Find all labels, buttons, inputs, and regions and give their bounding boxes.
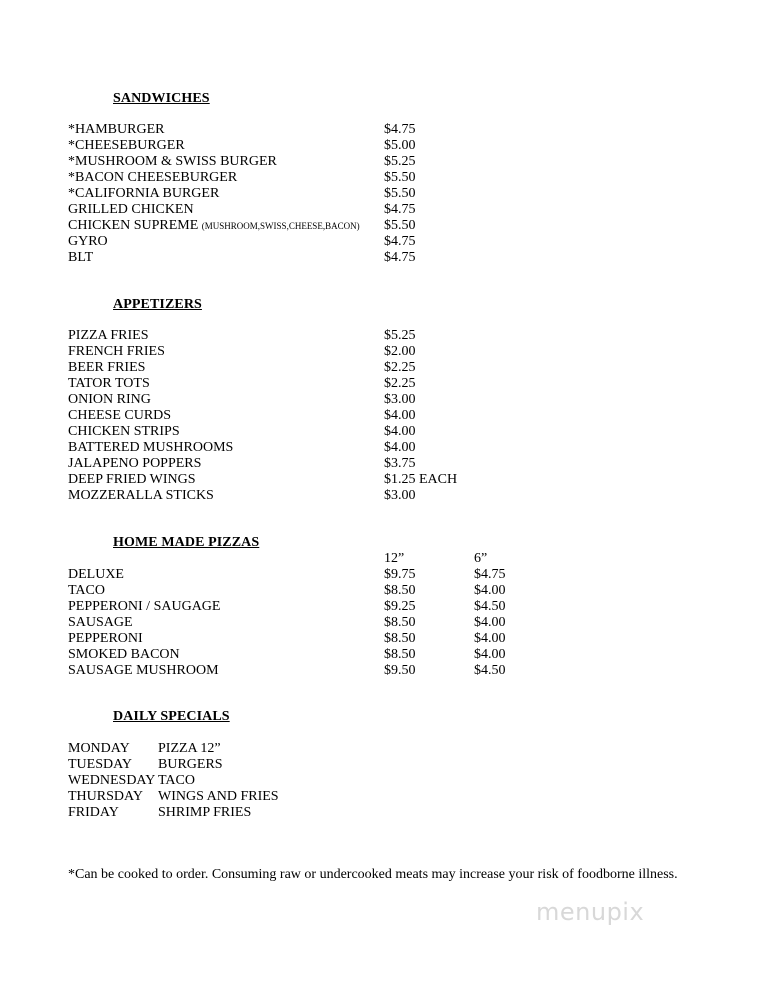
price-large: $9.25 bbox=[384, 599, 416, 614]
item-name: FRENCH FRIES bbox=[68, 344, 165, 359]
item-name: BEER FRIES bbox=[68, 360, 146, 375]
special-name: PIZZA 12” bbox=[158, 741, 221, 756]
size-small-label: 6” bbox=[474, 551, 488, 566]
item-name: TACO bbox=[68, 583, 105, 598]
item-name: ONION RING bbox=[68, 392, 151, 407]
item-price: $5.50 bbox=[384, 186, 416, 201]
special-name: TACO bbox=[158, 773, 195, 788]
item-price: $4.75 bbox=[384, 122, 416, 137]
item-price: $4.00 bbox=[384, 408, 416, 423]
item-name: GRILLED CHICKEN bbox=[68, 202, 194, 217]
watermark-logo: menupix bbox=[536, 898, 645, 926]
special-day: TUESDAY bbox=[68, 757, 133, 772]
appetizers-heading: APPETIZERS bbox=[113, 297, 202, 312]
item-note: (MUSHROOM,SWISS,CHEESE,BACON) bbox=[201, 221, 360, 231]
item-name: CHICKEN STRIPS bbox=[68, 424, 180, 439]
item-price: $5.50 bbox=[384, 218, 416, 233]
item-name: CHICKEN SUPREME bbox=[68, 218, 199, 233]
item-name: JALAPENO POPPERS bbox=[68, 456, 202, 471]
item-price: $5.00 bbox=[384, 138, 416, 153]
special-day: WEDNESDAY bbox=[68, 773, 156, 788]
item-price: $4.00 bbox=[384, 440, 416, 455]
item-price: $4.75 bbox=[384, 234, 416, 249]
price-small: $4.50 bbox=[474, 663, 506, 678]
item-name: CHEESE CURDS bbox=[68, 408, 172, 423]
item-price: $3.00 bbox=[384, 392, 416, 407]
item-name: GYRO bbox=[68, 234, 108, 249]
item-price: $2.00 bbox=[384, 344, 416, 359]
special-name: SHRIMP FRIES bbox=[158, 805, 252, 820]
food-safety-footnote: *Can be cooked to order. Consuming raw or undercooked meats may increase your risk of foodborne illness. bbox=[68, 867, 678, 882]
item-price: $2.25 bbox=[384, 360, 416, 375]
item-price: $5.25 bbox=[384, 154, 416, 169]
item-name: PEPPERONI / SAUGAGE bbox=[68, 599, 221, 614]
item-name: TATOR TOTS bbox=[68, 376, 150, 391]
price-large: $9.75 bbox=[384, 567, 416, 582]
special-name: BURGERS bbox=[158, 757, 223, 772]
price-large: $8.50 bbox=[384, 647, 416, 662]
price-large: $8.50 bbox=[384, 615, 416, 630]
price-small: $4.00 bbox=[474, 647, 506, 662]
specials-heading: DAILY SPECIALS bbox=[113, 709, 230, 724]
item-name: *BACON CHEESEBURGER bbox=[68, 170, 238, 185]
item-name: PIZZA FRIES bbox=[68, 328, 149, 343]
item-name: BATTERED MUSHROOMS bbox=[68, 440, 234, 455]
item-price: $4.00 bbox=[384, 424, 416, 439]
item-name: MOZZERALLA STICKS bbox=[68, 488, 214, 503]
item-name: DEEP FRIED WINGS bbox=[68, 472, 196, 487]
item-price: $2.25 bbox=[384, 376, 416, 391]
item-name: BLT bbox=[68, 250, 94, 265]
price-small: $4.00 bbox=[474, 631, 506, 646]
special-day: THURSDAY bbox=[68, 789, 143, 804]
item-price: $4.75 bbox=[384, 250, 416, 265]
item-name: SAUSAGE bbox=[68, 615, 133, 630]
item-price: $3.75 bbox=[384, 456, 416, 471]
item-name: PEPPERONI bbox=[68, 631, 143, 646]
item-name: DELUXE bbox=[68, 567, 124, 582]
special-day: FRIDAY bbox=[68, 805, 119, 820]
special-name: WINGS AND FRIES bbox=[158, 789, 279, 804]
item-price: $5.25 bbox=[384, 328, 416, 343]
item-name: *MUSHROOM & SWISS BURGER bbox=[68, 154, 277, 169]
price-large: $8.50 bbox=[384, 583, 416, 598]
sandwiches-heading: SANDWICHES bbox=[113, 91, 210, 106]
special-day: MONDAY bbox=[68, 741, 130, 756]
item-name: *CHEESEBURGER bbox=[68, 138, 185, 153]
item-name: *CALIFORNIA BURGER bbox=[68, 186, 220, 201]
item-name: SAUSAGE MUSHROOM bbox=[68, 663, 219, 678]
item-name-with-note bbox=[68, 218, 360, 234]
price-small: $4.00 bbox=[474, 615, 506, 630]
price-large: $8.50 bbox=[384, 631, 416, 646]
price-large: $9.50 bbox=[384, 663, 416, 678]
item-name: *HAMBURGER bbox=[68, 122, 165, 137]
pizzas-heading: HOME MADE PIZZAS bbox=[113, 535, 260, 550]
item-price: $3.00 bbox=[384, 488, 416, 503]
item-price: $4.75 bbox=[384, 202, 416, 217]
size-large-label: 12” bbox=[384, 551, 405, 566]
price-small: $4.50 bbox=[474, 599, 506, 614]
price-small: $4.75 bbox=[474, 567, 506, 582]
item-name: SMOKED BACON bbox=[68, 647, 180, 662]
price-small: $4.00 bbox=[474, 583, 506, 598]
item-price: $5.50 bbox=[384, 170, 416, 185]
item-price: $1.25 EACH bbox=[384, 472, 458, 487]
